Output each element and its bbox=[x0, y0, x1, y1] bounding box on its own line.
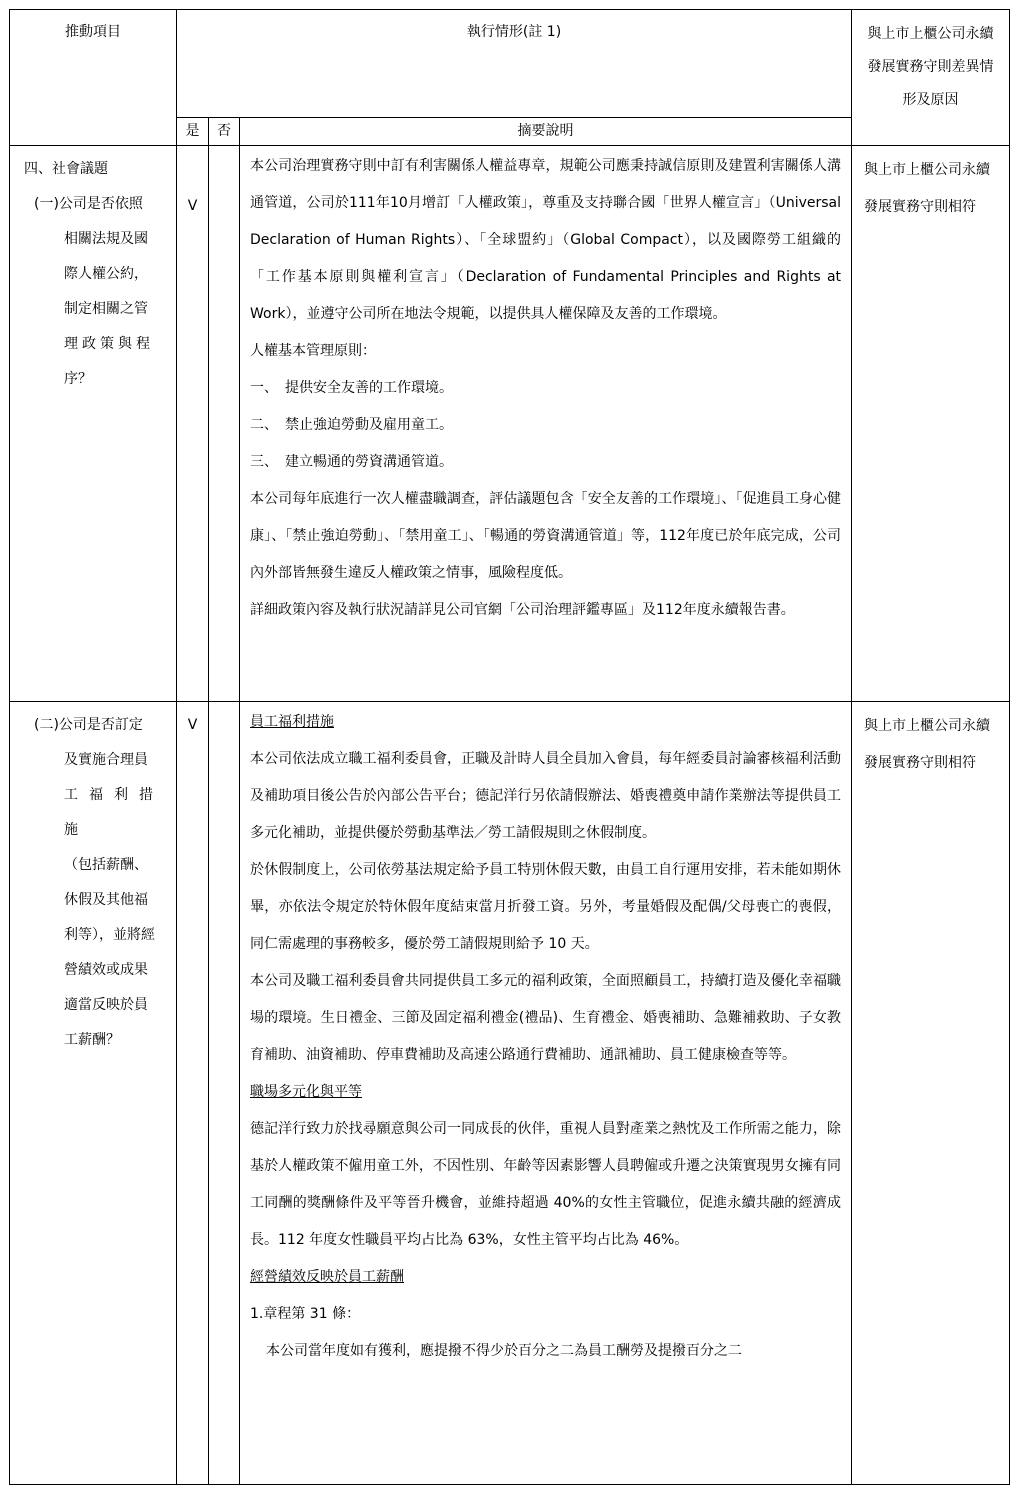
principle-item: 一、 提供安全友善的工作環境。 bbox=[250, 380, 453, 396]
header-no-label: 否 bbox=[217, 123, 231, 139]
principle-item: 三、 建立暢通的勞資溝通管道。 bbox=[250, 454, 453, 470]
principle-item: 二、 禁止強迫勞動及雇用童工。 bbox=[250, 417, 453, 433]
question-line: (一)公司是否依照 bbox=[34, 196, 143, 212]
no-cell bbox=[209, 702, 240, 1485]
summary-paragraph: 本公司及職工福利委員會共同提供員工多元的福利政策，全面照顧員工，持續打造及優化幸福職場的環境。生日禮金、三節及固定福利禮金(禮品)、生育禮金、婚喪補助、急難補救助、子女教育補助、油資補助、停車費補助及高速公路通行費補助、通訊補助、員工健康檢查等等。 bbox=[250, 973, 842, 1063]
header-status-label: 執行情形(註 1) bbox=[466, 24, 562, 40]
header-item-label: 推動項目 bbox=[65, 24, 121, 40]
question-line: 際人權公約， bbox=[64, 266, 148, 282]
article-item: 1.章程第 31 條： bbox=[250, 1306, 361, 1322]
summary-paragraph: 人權基本管理原則： bbox=[250, 343, 376, 359]
question-line: （包括薪酬、 bbox=[64, 857, 148, 873]
header-status-cell bbox=[177, 10, 852, 118]
diff-text: 與上市上櫃公司永續發展實務守則相符 bbox=[864, 718, 991, 771]
summary-cell-employee-welfare bbox=[240, 702, 852, 1485]
section-heading: 四、社會議題 bbox=[24, 161, 108, 177]
question-line: 適當反映於員 bbox=[64, 997, 148, 1013]
question-line: 相關法規及國 bbox=[64, 231, 148, 247]
yes-mark: V bbox=[187, 198, 198, 214]
question-line: (二)公司是否訂定 bbox=[34, 717, 143, 733]
summary-paragraph: 本公司依法成立職工福利委員會，正職及計時人員全員加入會員，每年經委員討論審核福利活動及補助項目後公告於內部公告平台；德記洋行另依請假辦法、婚喪禮奠申請作業辦法等提供員工多元化補助，並提供優於勞動基準法／勞工請假規則之休假制度。 bbox=[250, 751, 842, 841]
question-line: 制定相關之管 bbox=[64, 301, 148, 317]
table-row-employee-welfare bbox=[10, 702, 1010, 1485]
diff-cell-employee-welfare bbox=[852, 702, 1010, 1485]
governance-table bbox=[9, 9, 1010, 1485]
item-cell-human-rights bbox=[10, 146, 177, 702]
header-yes-label: 是 bbox=[185, 123, 200, 139]
diff-text: 與上市上櫃公司永續發展實務守則相符 bbox=[864, 162, 991, 215]
diff-cell-human-rights bbox=[852, 146, 1010, 702]
header-no-cell bbox=[209, 118, 240, 146]
header-summary-label: 摘要說明 bbox=[517, 123, 574, 139]
yes-cell bbox=[177, 146, 209, 702]
header-diff-cell bbox=[852, 10, 1010, 146]
question-line: 工福利措施 bbox=[64, 787, 158, 838]
header-row bbox=[10, 10, 1010, 118]
item-cell-employee-welfare bbox=[10, 702, 177, 1485]
question-line: 工薪酬？ bbox=[64, 1032, 120, 1048]
subsection-title: 經營績效反映於員工薪酬 bbox=[250, 1269, 404, 1285]
summary-paragraph: 本公司每年底進行一次人權盡職調查，評估議題包含「安全友善的工作環境」、「促進員工身心健康」、「禁止強迫勞動」、「禁用童工」、「暢通的勞資溝通管道」等，112年度已於年底完成，公司內外部皆無發生違反人權政策之情事，風險程度低。 bbox=[250, 491, 842, 581]
subsection-title: 職場多元化與平等 bbox=[250, 1084, 362, 1100]
summary-paragraph: 本公司治理實務守則中訂有利害關係人權益專章，規範公司應秉持誠信原則及建置利害關係人溝通管道，公司於111年10月增訂「人權政策」，尊重及支持聯合國「世界人權宣言」（Universal Declaration of Human Rights）、「全球盟約」（Global Compact），以及國際勞工組織的「工作基本原則與權利宣言」（Declaration of Fundamental Principles and Rights at Work），並遵守公司所在地法令規範，以提供具人權保障及友善的工作環境。 bbox=[250, 158, 842, 322]
summary-cell-human-rights bbox=[240, 146, 852, 702]
summary-paragraph: 於休假制度上，公司依勞基法規定給予員工特別休假天數，由員工自行運用安排，若未能如期休畢，亦依法令規定於特休假年度結束當月折發工資。另外，考量婚假及配偶/父母喪亡的喪假，同仁需處理的事務較多，優於勞工請假規則給予 10 天。 bbox=[250, 862, 842, 952]
question-line: 營績效或成果 bbox=[64, 962, 148, 978]
header-item-cell bbox=[10, 10, 177, 146]
summary-paragraph: 本公司當年度如有獲利，應提撥不得少於百分之二為員工酬勞及提撥百分之二 bbox=[266, 1343, 742, 1359]
question-line: 利等），並將經 bbox=[64, 927, 155, 943]
subsection-title: 員工福利措施 bbox=[250, 714, 334, 730]
question-line: 序？ bbox=[64, 371, 92, 387]
question-line: 理政策與程 bbox=[64, 336, 154, 352]
summary-paragraph: 詳細政策內容及執行狀況請詳見公司官網「公司治理評鑑專區」及112年度永續報告書。 bbox=[250, 602, 795, 618]
header-diff-label: 與上市上櫃公司永續發展實務守則差異情形及原因 bbox=[867, 26, 994, 108]
table-row-human-rights bbox=[10, 146, 1010, 702]
header-yes-cell bbox=[177, 118, 209, 146]
summary-paragraph: 德記洋行致力於找尋願意與公司一同成長的伙伴，重視人員對產業之熱忱及工作所需之能力，除基於人權政策不僱用童工外，不因性別、年齡等因素影響人員聘僱或升遷之決策實現男女擁有同工同酬的獎酬條件及平等晉升機會，並維持超過 40%的女性主管職位，促進永續共融的經濟成長。112 年度女性職員平均占比為 63%，女性主管平均占比為 46%。 bbox=[250, 1121, 842, 1248]
question-line: 及實施合理員 bbox=[64, 752, 148, 768]
question-line: 休假及其他福 bbox=[64, 892, 148, 908]
yes-cell bbox=[177, 702, 209, 1485]
yes-mark: V bbox=[187, 717, 198, 733]
no-cell bbox=[209, 146, 240, 702]
header-summary-cell bbox=[240, 118, 852, 146]
